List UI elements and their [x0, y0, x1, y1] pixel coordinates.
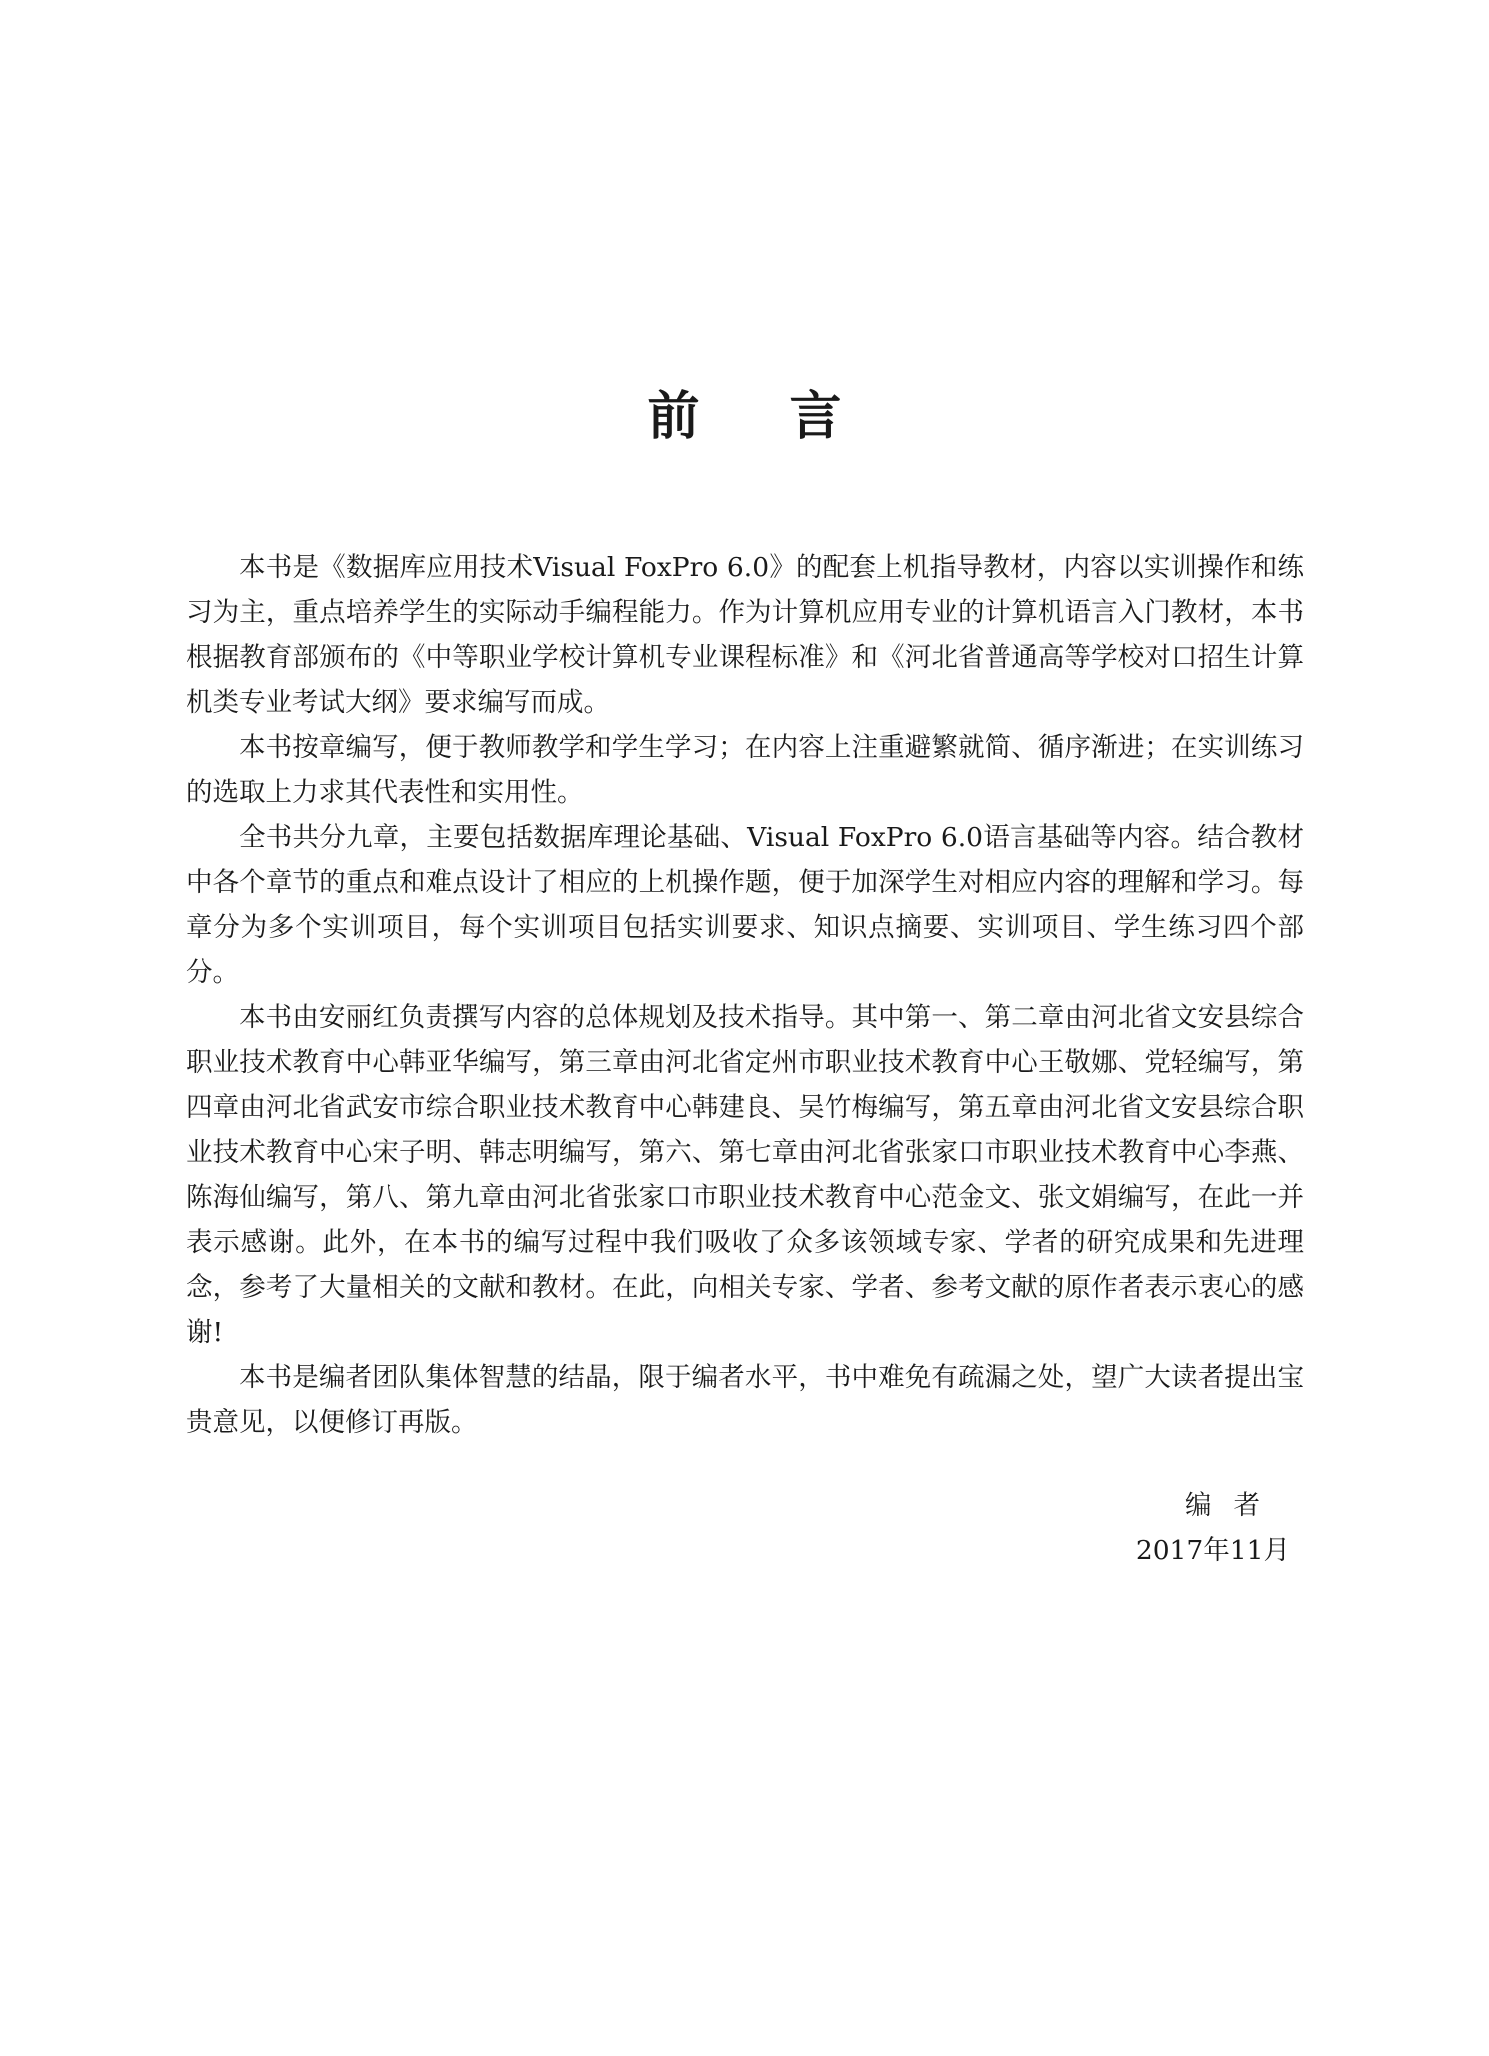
paragraph-4: 本书由安丽红负责撰写内容的总体规划及技术指导。其中第一、第二章由河北省文安县综合职业技术教育中心韩亚华编写，第三章由河北省定州市职业技术教育中心王敬娜、党轻编写，第四章由河北省武安市综合职业技术教育中心韩建良、吴竹梅编写，第五章由河北省文安县综合职业技术教育中心宋子明、韩志明编写，第六、第七章由河北省张家口市职业技术教育中心李燕、陈海仙编写，第八、第九章由河北省张家口市职业技术教育中心范金文、张文娟编写，在此一并表示感谢。此外，在本书的编写过程中我们吸收了众多该领域专家、学者的研究成果和先进理念，参考了大量相关的文献和教材。在此，向相关专家、学者、参考文献的原作者表示衷心的感谢!: [186, 1002, 1304, 1348]
preface-body: [186, 545, 1304, 1445]
signature-block: [1050, 1483, 1290, 1573]
paragraph-5: 本书是编者团队集体智慧的结晶，限于编者水平，书中难免有疏漏之处，望广大读者提出宝贵意见，以便修订再版。: [186, 1362, 1304, 1438]
signature-author: 编者: [1185, 1490, 1282, 1521]
signature-date: 2017年11月: [1135, 1535, 1290, 1566]
paragraph-1: 本书是《数据库应用技术Visual FoxPro 6.0》的配套上机指导教材，内容以实训操作和练习为主，重点培养学生的实际动手编程能力。作为计算机应用专业的计算机语言入门教材，本书根据教育部颁布的《中等职业学校计算机专业课程标准》和《河北省普通高等学校对口招生计算机类专业考试大纲》要求编写而成。: [186, 552, 1304, 718]
paragraph-3: 全书共分九章，主要包括数据库理论基础、Visual FoxPro 6.0语言基础等内容。结合教材中各个章节的重点和难点设计了相应的上机操作题，便于加深学生对相应内容的理解和学习。每章分为多个实训项目，每个实训项目包括实训要求、知识点摘要、实训项目、学生练习四个部分。: [186, 822, 1304, 988]
paragraph-2: 本书按章编写，便于教师教学和学生学习；在内容上注重避繁就简、循序渐进；在实训练习的选取上力求其代表性和实用性。: [186, 732, 1304, 808]
page-title: 前言: [647, 386, 932, 447]
